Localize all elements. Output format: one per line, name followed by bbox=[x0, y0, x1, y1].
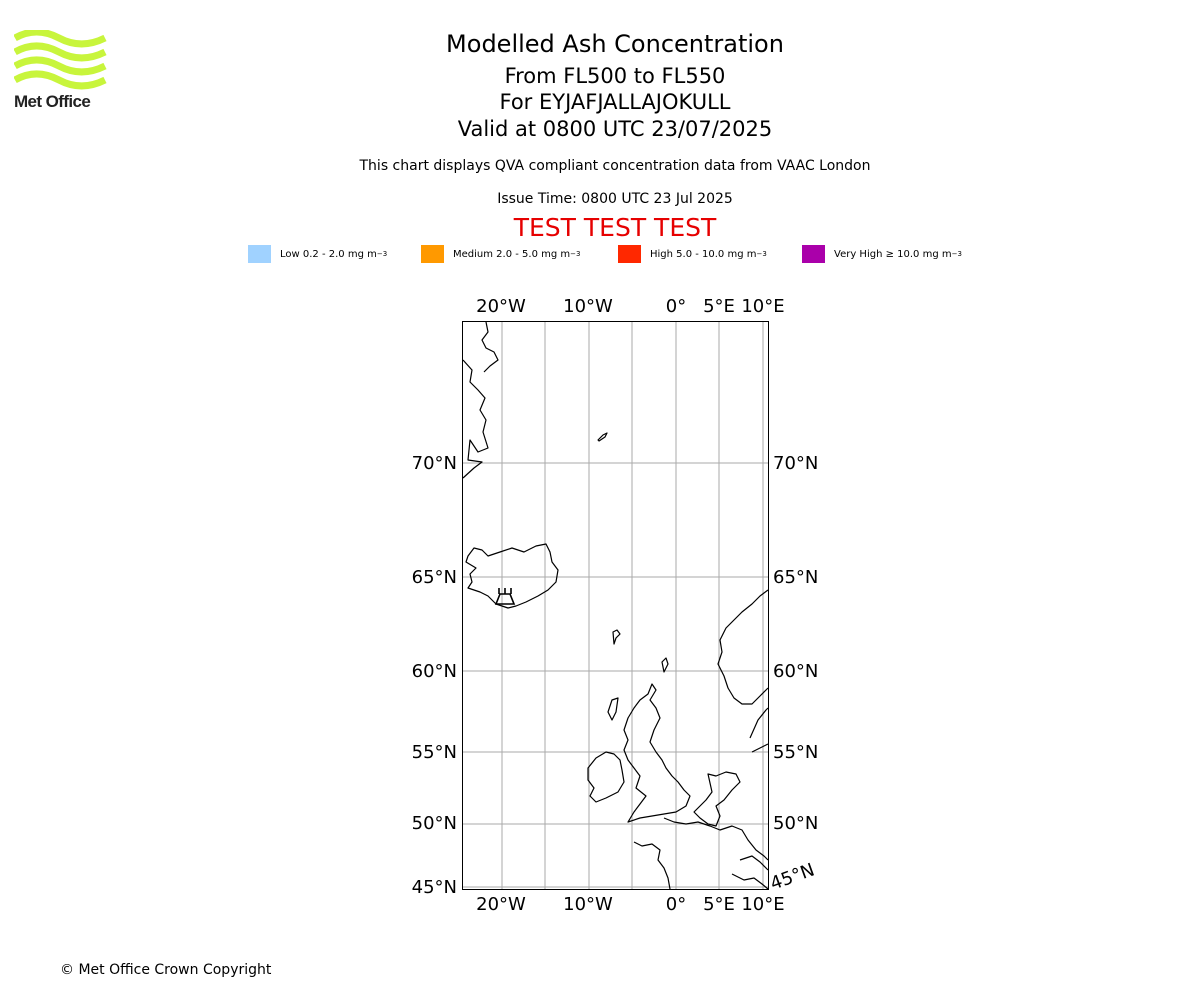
lat-label-45n: 45°N bbox=[411, 877, 457, 898]
lat-label-60n-right: 60°N bbox=[773, 661, 819, 682]
lat-label-50n-right: 50°N bbox=[773, 813, 819, 834]
legend-label-low: Low 0.2 - 2.0 mg m bbox=[280, 248, 377, 260]
lon-labels-top bbox=[476, 296, 784, 317]
lon-label-20w-bottom: 20°W bbox=[476, 894, 526, 915]
lat-labels-left bbox=[412, 453, 457, 898]
lat-label-70n: 70°N bbox=[411, 453, 457, 474]
copyright-notice: © Met Office Crown Copyright bbox=[60, 962, 272, 978]
lon-label-5e: 5°E bbox=[703, 296, 735, 317]
coast-hebrides bbox=[608, 698, 618, 720]
coast-jan-mayen bbox=[598, 433, 607, 441]
flight-level-range: From FL500 to FL550 bbox=[504, 64, 726, 88]
issue-time: Issue Time: 0800 UTC 23 Jul 2025 bbox=[497, 191, 733, 207]
lat-label-65n: 65°N bbox=[411, 567, 457, 588]
lon-label-10e-bottom: 10°E bbox=[741, 894, 785, 915]
lat-label-50n: 50°N bbox=[411, 813, 457, 834]
map-gridlines bbox=[463, 322, 768, 889]
legend-unit-exponent: −3 bbox=[570, 250, 581, 258]
coastlines bbox=[463, 322, 768, 889]
test-banner: TEST TEST TEST bbox=[513, 213, 717, 242]
lon-label-0-bottom: 0° bbox=[665, 894, 687, 915]
coast-france bbox=[634, 818, 768, 889]
coast-greenland bbox=[463, 360, 488, 478]
lon-label-10e: 10°E bbox=[741, 296, 785, 317]
coast-denmark bbox=[750, 708, 768, 752]
lon-label-20w: 20°W bbox=[476, 296, 526, 317]
lat-label-65n-right: 65°N bbox=[773, 567, 819, 588]
coast-faroe bbox=[613, 630, 620, 644]
map-frame bbox=[463, 322, 769, 890]
lon-labels-bottom bbox=[476, 894, 784, 915]
coast-shetland bbox=[662, 658, 668, 672]
lat-labels-right bbox=[768, 453, 819, 895]
valid-time: Valid at 0800 UTC 23/07/2025 bbox=[457, 117, 773, 141]
volcano-icon bbox=[496, 588, 514, 604]
legend-label-high: High 5.0 - 10.0 mg m bbox=[650, 248, 757, 260]
coast-norway bbox=[718, 590, 768, 704]
logo-text: Met Office bbox=[14, 92, 91, 111]
lat-label-55n: 55°N bbox=[411, 742, 457, 763]
chart-title: Modelled Ash Concentration bbox=[446, 30, 784, 58]
legend-label-very-high: Very High ≥ 10.0 mg m bbox=[834, 248, 952, 260]
coast-ireland bbox=[588, 752, 624, 802]
coast-scotland bbox=[624, 684, 690, 822]
lat-label-45n-right: 45°N bbox=[767, 859, 818, 895]
legend-unit-exponent: −3 bbox=[376, 250, 388, 258]
qva-note: This chart displays QVA compliant concentration data from VAAC London bbox=[359, 158, 871, 174]
lat-label-55n-right: 55°N bbox=[773, 742, 819, 763]
legend-unit-exponent: −3 bbox=[951, 250, 962, 258]
lat-label-70n-right: 70°N bbox=[773, 453, 819, 474]
legend-label-medium: Medium 2.0 - 5.0 mg m bbox=[453, 248, 571, 260]
lon-label-10w: 10°W bbox=[563, 296, 613, 317]
lon-label-5e-bottom: 5°E bbox=[703, 894, 735, 915]
lon-label-0: 0° bbox=[665, 296, 687, 317]
volcano-name: For EYJAFJALLAJOKULL bbox=[499, 90, 731, 114]
legend-unit-exponent: −3 bbox=[756, 250, 767, 258]
lon-label-10w-bottom: 10°W bbox=[563, 894, 613, 915]
coast-greenland-north bbox=[482, 322, 498, 372]
coast-continent bbox=[694, 772, 740, 826]
lat-label-60n: 60°N bbox=[411, 661, 457, 682]
